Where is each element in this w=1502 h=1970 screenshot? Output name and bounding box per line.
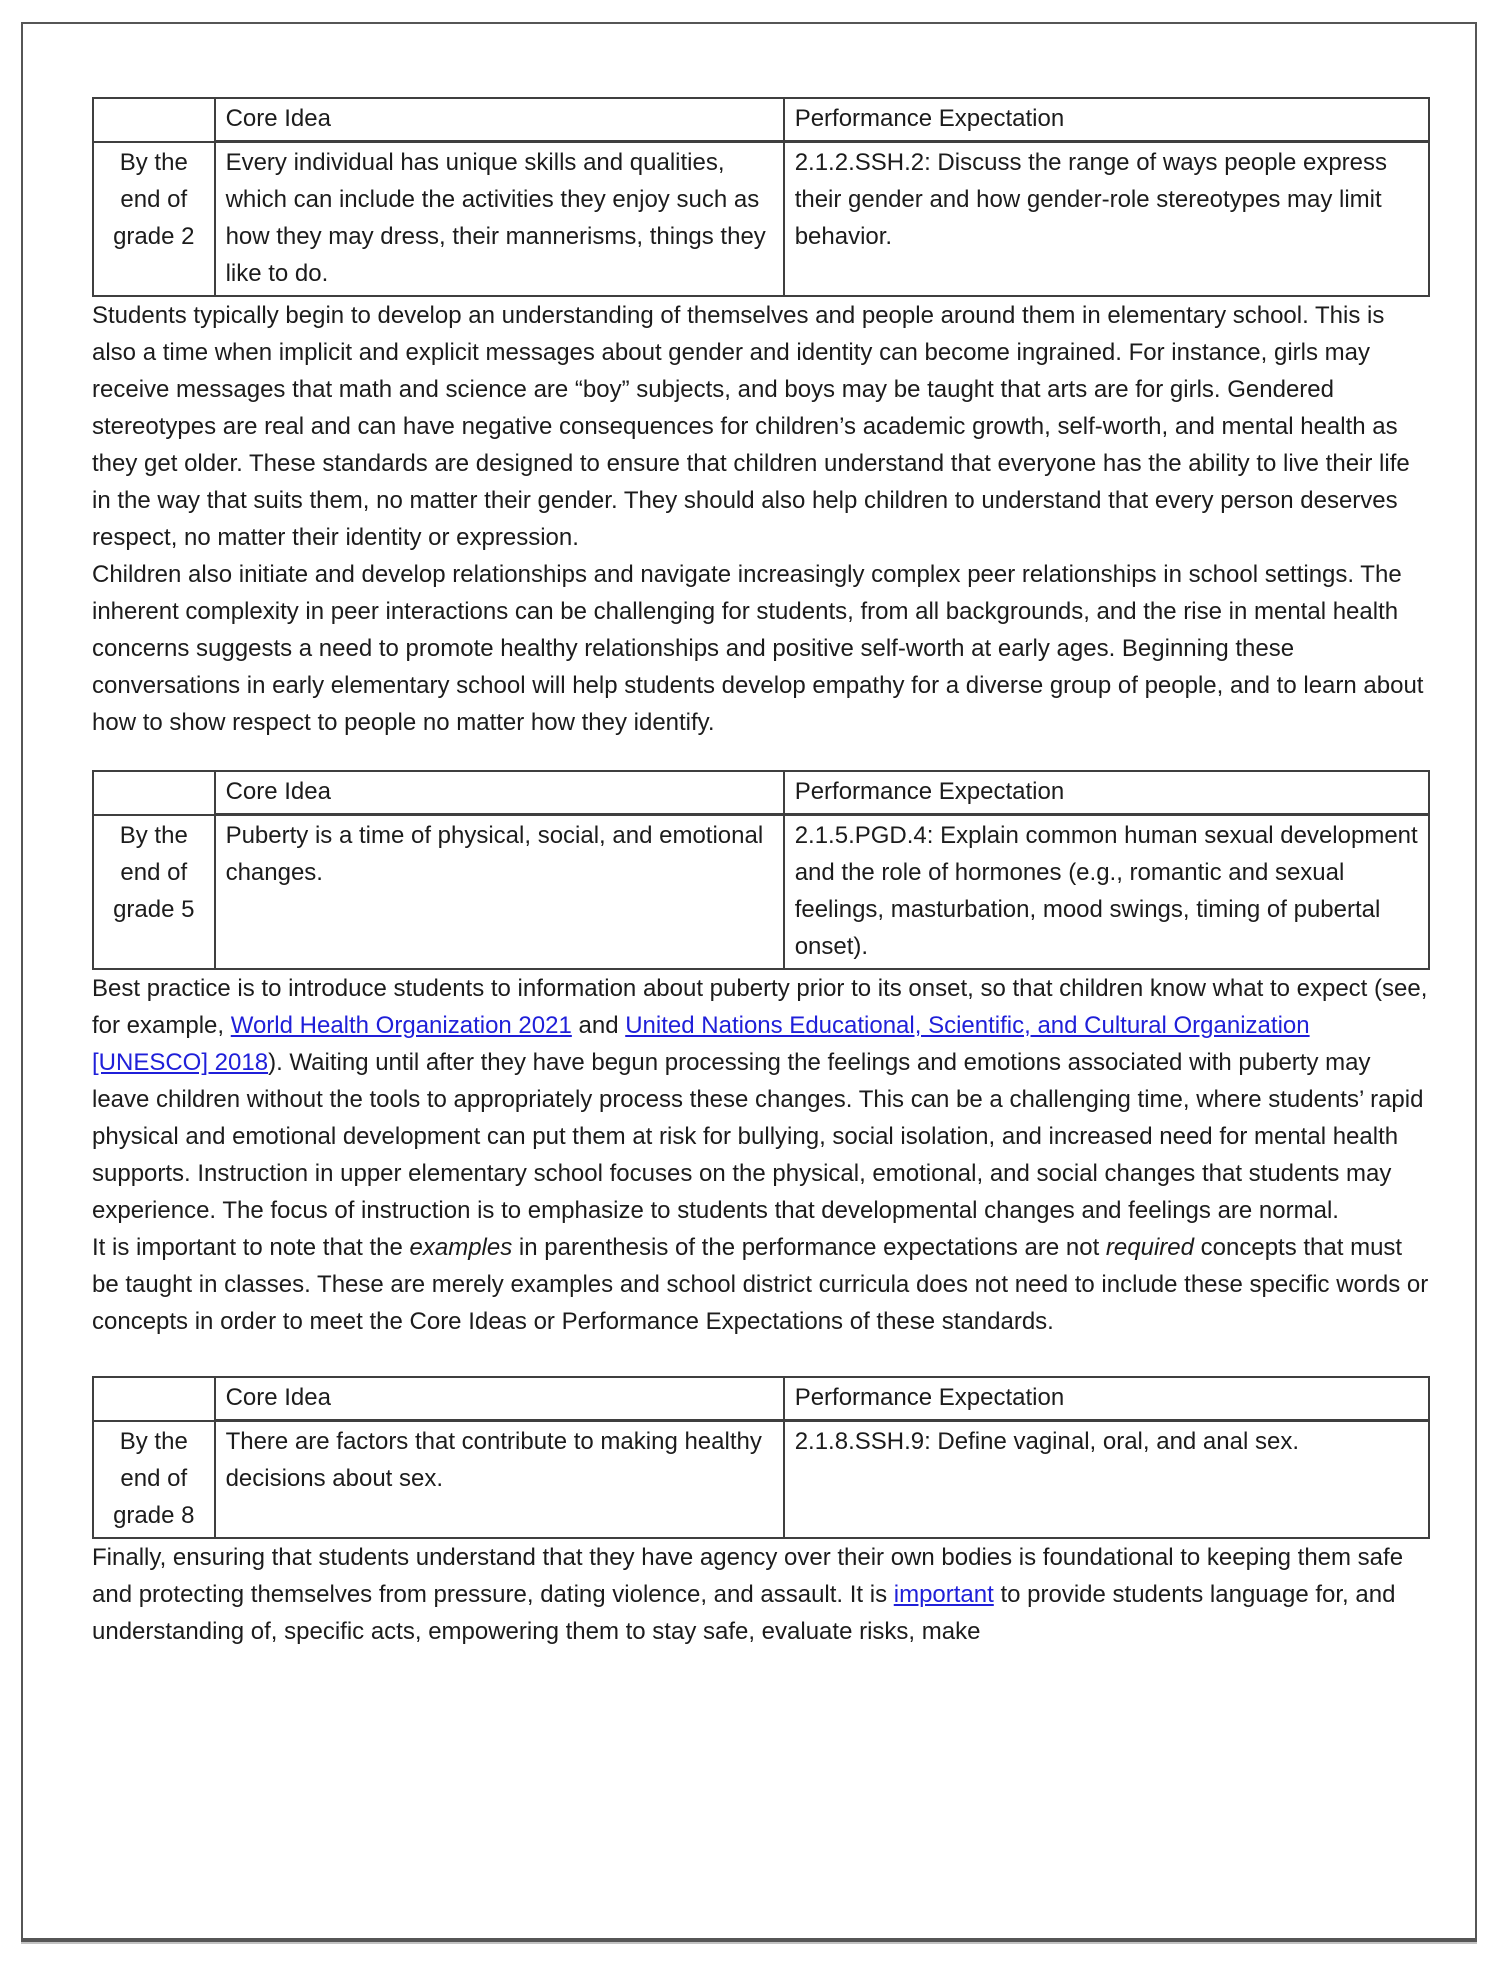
paragraph-text: and [571,1012,626,1039]
intro-elementary-paragraph: Students typically begin to develop an understanding of themselves and people around them in elementary school. This is also a time when implicit and explicit messages about gender and identity can become ingrained. For instance, girls may receive messages that math and science are “boy” subjects, and boys may be taught that arts are for girls. Gendered stereotypes are real and can have negative consequences for children’s academic growth, self-worth, and mental health as they get older. These standards are designed to ensure that children understand that everyone has the ability to live their life in the way that suits them, no matter their gender. They should also help children to understand that every person deserves respect, no matter their identity or expression. [92,302,1410,551]
grade-label-cell: By the end of grade 2 [93,142,215,297]
performance-expectation-header: Performance Expectation [784,771,1429,815]
unesco-2018-link[interactable]: United Nations Educational, Scientific, and Cultural Organization [UNESCO] 2018 [92,1012,1310,1076]
important-link[interactable]: important [893,1580,994,1608]
paragraph-text: Best practice is to introduce students to information about puberty prior to its onset, so that children know what to expect (see, for example, [92,975,1428,1039]
examples-italic-text: examples [409,1234,513,1261]
paragraph-text: Finally, ensuring that students understand that they have agency over their own bodies is foundational to keeping them safe and protecting themselves from pressure, dating violence, and assault. It is [92,1543,1404,1608]
grade-label-cell: By the end of grade 5 [93,815,215,970]
core-idea-header: Core Idea [215,771,784,815]
paragraph-text: to provide students language for, and understanding of, specific acts, empowering them to stay safe, evaluate risks, make [92,1580,1396,1645]
paragraph-text: It is important to note that the [92,1234,410,1261]
paragraph-text: concepts that must be taught in classes. These are merely examples and school district curricula does not need to include these specific words or concepts in order to meet the Core Ideas or Performance Expectations of these standards. [92,1234,1429,1335]
standards-table-grade-8 [92,1376,1430,1539]
paragraph-text: in parenthesis of the performance expectations are not [512,1234,1106,1261]
core-idea-cell: There are factors that contribute to making healthy decisions about sex. [215,1421,784,1538]
examples-note-paragraph [92,1229,1430,1340]
performance-expectation-cell: 2.1.5.PGD.4: Explain common human sexual development and the role of hormones (e.g., romantic and sexual feelings, masturbation, mood swings, timing of pubertal onset). [784,815,1429,970]
required-italic-text: required [1105,1234,1194,1261]
table-row [93,815,1429,970]
standards-table-grade-5 [92,770,1430,970]
paragraph-text: ). Waiting until after they have begun processing the feelings and emotions associated with puberty may leave children without the tools to appropriately process these changes. This can be a challenging time, where students’ rapid physical and emotional development can put them at risk for bullying, social isolation, and increased need for mental health supports. Instruction in upper elementary school focuses on the physical, emotional, and social changes that students may experience. The focus of instruction is to emphasize to students that developmental changes and feelings are normal. [92,1049,1424,1224]
table-header-row [93,1377,1429,1421]
core-idea-header: Core Idea [215,1377,784,1421]
grade-header-cell [93,98,215,142]
core-idea-header: Core Idea [215,98,784,142]
document-content [92,97,1430,1650]
performance-expectation-header: Performance Expectation [784,1377,1429,1421]
grade-label-cell: By the end of grade 8 [93,1421,215,1538]
performance-expectation-cell: 2.1.8.SSH.9: Define vaginal, oral, and anal sex. [784,1421,1429,1538]
standards-table-grade-2 [92,97,1430,297]
grade-header-cell [93,771,215,815]
table-header-row [93,771,1429,815]
performance-expectation-cell: 2.1.2.SSH.2: Discuss the range of ways people express their gender and how gender-role stereotypes may limit behavior. [784,142,1429,297]
puberty-best-practice-paragraph [92,970,1430,1229]
performance-expectation-header: Performance Expectation [784,98,1429,142]
table-header-row [93,98,1429,142]
grade-header-cell [93,1377,215,1421]
table-row [93,1421,1429,1538]
who-2021-link[interactable]: World Health Organization 2021 [230,1012,572,1039]
agency-final-paragraph [92,1539,1430,1650]
core-idea-cell: Every individual has unique skills and qualities, which can include the activities they enjoy such as how they may dress, their mannerisms, things they like to do. [215,142,784,297]
core-idea-cell: Puberty is a time of physical, social, and emotional changes. [215,815,784,970]
peer-relationships-paragraph: Children also initiate and develop relationships and navigate increasingly complex peer relationships in school settings. The inherent complexity in peer interactions can be challenging for students, from all backgrounds, and the rise in mental health concerns suggests a need to promote healthy relationships and positive self-worth at early ages. Beginning these conversations in early elementary school will help students develop empathy for a diverse group of people, and to learn about how to show respect to people no matter how they identify. [92,561,1424,736]
table-row [93,142,1429,297]
